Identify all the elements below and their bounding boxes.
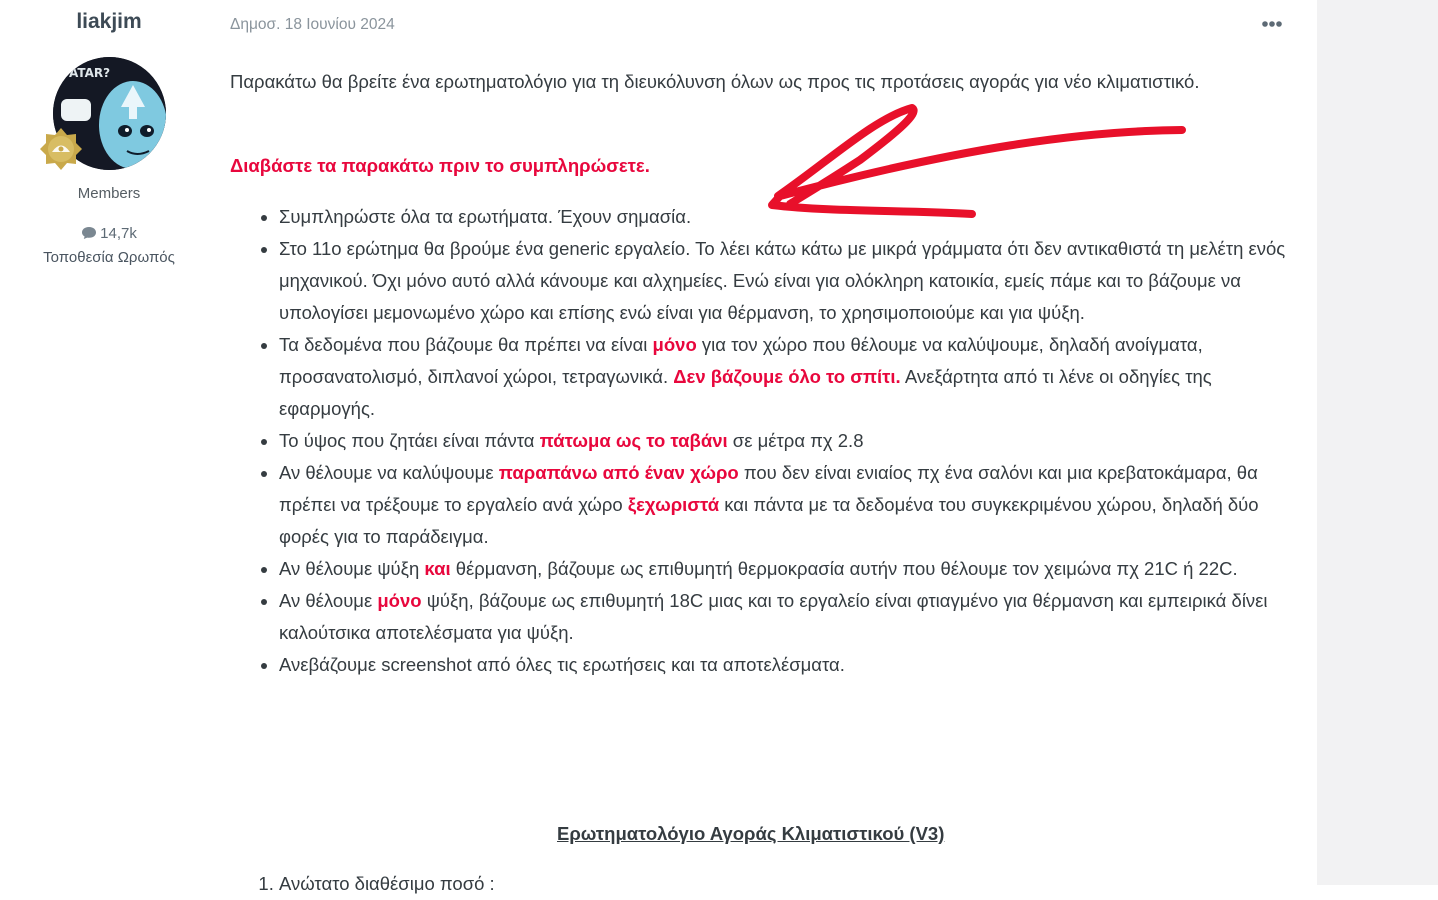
rule-highlight: παραπάνω από έναν χώρο (498, 462, 739, 483)
list-item (279, 233, 1305, 329)
author-group: Members (77, 185, 141, 202)
rule-highlight: μόνο (377, 590, 422, 611)
comment-icon (81, 226, 97, 240)
rule-text: που δεν είναι ενιαίος πχ ένα σαλόνι και μια κρεβατοκάμαρα, θα πρέπει να τρέξουμε το εργαλείο ανά χώρο (279, 462, 1258, 515)
rule-text: Αν θέλουμε να καλύψουμε (279, 462, 499, 483)
list-item (279, 553, 1305, 585)
rule-highlight: Δεν βάζουμε όλο το σπίτι. (673, 366, 901, 387)
rule-text: και πάντα με τα δεδομένα του συγκεκριμένου χώρου, δηλαδή δύο φορές για το παράδειγμα. (279, 494, 1259, 547)
rule-text: Αν θέλουμε (279, 590, 378, 611)
ellipsis-icon[interactable] (1258, 12, 1286, 36)
list-item (279, 201, 1305, 233)
rule-text: Αν θέλουμε ψύξη (279, 558, 425, 579)
rank-badge-icon (39, 127, 83, 171)
questionnaire-list (230, 868, 495, 900)
rules-list (230, 201, 1305, 681)
list-item (279, 457, 1305, 553)
rule-text: ψύξη, βάζουμε ως επιθυμητή 18C μιας και το εργαλείο είναι φτιαγμένο για θέρμανση και εμπειρικά δίνει καλούτσικα αποτελέσματα για ψύξη. (279, 590, 1268, 643)
avatar-caption: ATAR? (69, 66, 111, 80)
author-username[interactable]: liakjim (76, 10, 142, 33)
rule-text: Ανεβάζουμε screenshot από όλες τις ερωτήσεις και τα αποτελέσματα. (279, 654, 845, 675)
rule-highlight: ξεχωριστά (627, 494, 720, 515)
rule-text: Το ύψος που ζητάει είναι πάντα (279, 430, 540, 451)
rule-highlight: μόνο (652, 334, 697, 355)
rule-highlight: πάτωμα ως το ταβάνι (539, 430, 728, 451)
list-item (279, 868, 495, 900)
list-item (279, 425, 1305, 457)
rule-text: Ανεξάρτητα από τι λένε οι οδηγίες της εφαρμογής. (279, 366, 1212, 419)
post-warning: Διαβάστε τα παρακάτω πριν το συμπληρώσετε. (230, 155, 650, 176)
author-location: Τοποθεσία Ωρωπός (43, 249, 175, 266)
rule-highlight: και (424, 558, 451, 579)
rule-text: Τα δεδομένα που βάζουμε θα πρέπει να είναι (279, 334, 653, 355)
rule-text: για τον χώρο που θέλουμε να καλύψουμε, δηλαδή ανοίγματα, προσανατολισμό, διπλανοί χώροι, τετραγωνικά. (279, 334, 1203, 387)
list-item (279, 329, 1305, 425)
rule-text: Συμπληρώστε όλα τα ερωτήματα. Έχουν σημασία. (279, 206, 692, 227)
post-date[interactable]: Δημοσ. 18 Ιουνίου 2024 (230, 16, 395, 33)
page-side-strip (1317, 0, 1438, 885)
question-text: Ανώτατο διαθέσιμο ποσό : (279, 873, 495, 894)
post-count (0, 225, 218, 242)
rule-text: θέρμανση, βάζουμε ως επιθυμητή θερμοκρασία αυτήν που θέλουμε τον χειμώνα πχ 21C ή 22C. (450, 558, 1238, 579)
rule-text: Στο 11ο ερώτημα θα βρούμε ένα generic εργαλείο. Το λέει κάτω κάτω με μικρά γράμματα ότι δεν αντικαθιστά τη μελέτη ενός μηχανικού. Όχι μόνο αυτό αλλά κάνουμε και αλχημείες. Ενώ είναι για ολόκληρη κατοικία, εμείς πάμε και το βάζουμε να υπολογίσει μεμονωμένο χώρο και επίσης ενώ είναι για θέρμανση, το χρησιμοποιούμε και για ψύξη. (279, 238, 1286, 323)
questionnaire-title: Ερωτηματολόγιο Αγοράς Κλιματιστικού (V3) (557, 823, 945, 844)
list-item (279, 649, 1305, 681)
list-item (279, 585, 1305, 649)
post-intro: Παρακάτω θα βρείτε ένα ερωτηματολόγιο για τη διευκόλυνση όλων ως προς τις προτάσεις αγοράς για νέο κλιματιστικό. (230, 71, 1200, 92)
post-count-value: 14,7k (100, 225, 137, 242)
rule-text: σε μέτρα πχ 2.8 (727, 430, 864, 451)
